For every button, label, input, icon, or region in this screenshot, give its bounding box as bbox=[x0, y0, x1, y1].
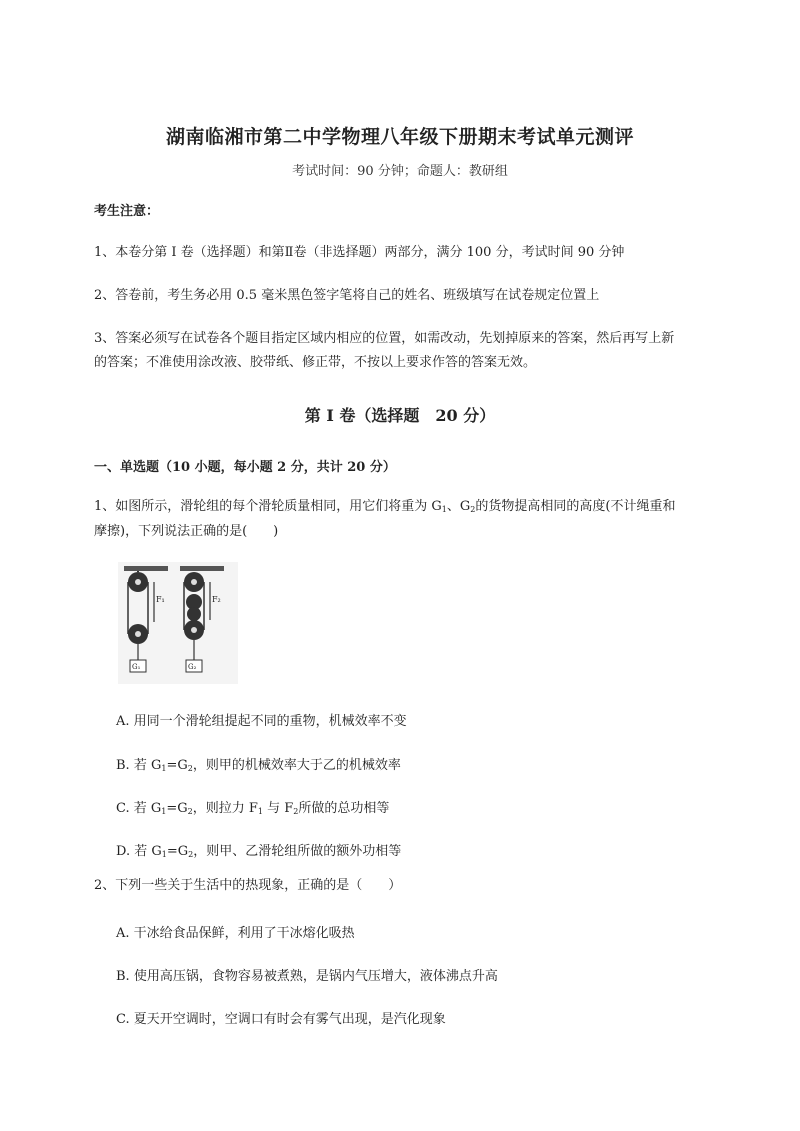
label-f2: F₂ bbox=[212, 595, 221, 604]
pulley-figure bbox=[118, 562, 238, 684]
pulley-diagram bbox=[118, 562, 238, 684]
notice-item-3: 3、答案必须写在试卷各个题目指定区域内相应的位置，如需改动，先划掉原来的答案，然后再写上新 bbox=[94, 331, 675, 346]
sub: 2 bbox=[293, 807, 299, 816]
question-1-stem bbox=[94, 495, 675, 522]
label-g1: G₁ bbox=[132, 663, 141, 671]
question-1-text-b: 的货物提高相同的高度(不计绳重和 bbox=[475, 499, 676, 514]
notice-item-3-cont: 的答案；不准使用涂改液、胶带纸、修正带，不按以上要求作答的答案无效。 bbox=[94, 355, 537, 370]
q1b-mid: =G bbox=[166, 758, 188, 773]
section-title: 第 I 卷（选择题 20 分） bbox=[304, 406, 496, 425]
q1-option-c[interactable] bbox=[116, 797, 389, 816]
part-heading: 一、单选题（10 小题，每小题 2 分，共计 20 分） bbox=[94, 460, 396, 475]
question-1-sep: 、G bbox=[446, 499, 471, 514]
q1c-post2: 与 F bbox=[262, 801, 294, 816]
q1-option-a[interactable]: A. 用同一个滑轮组提起不同的重物，机械效率不变 bbox=[116, 714, 407, 729]
q2-option-c[interactable]: C. 夏天开空调时，空调口有时会有雾气出现，是汽化现象 bbox=[116, 1012, 446, 1027]
notice-item-1: 1、本卷分第 I 卷（选择题）和第Ⅱ卷（非选择题）两部分，满分 100 分，考试时间 90 分钟 bbox=[94, 245, 625, 260]
notice-item-2: 2、答卷前，考生务必用 0.5 毫米黑色签字笔将自己的姓名、班级填写在试卷规定位置上 bbox=[94, 288, 600, 303]
label-f1: F₁ bbox=[156, 595, 165, 604]
q2-option-a[interactable]: A. 干冰给食品保鲜，利用了干冰熔化吸热 bbox=[116, 926, 355, 941]
q1d-mid: =G bbox=[166, 844, 189, 859]
label-g2: G₂ bbox=[188, 663, 197, 671]
q1c-mid: =G bbox=[166, 801, 188, 816]
q1-option-d[interactable] bbox=[116, 840, 401, 859]
sub: 2 bbox=[187, 764, 193, 773]
ceiling-1 bbox=[124, 566, 168, 571]
sub: 1 bbox=[257, 807, 263, 816]
sub: 2 bbox=[187, 807, 193, 816]
q1d-post: ，则甲、乙滑轮组所做的额外功相等 bbox=[193, 844, 402, 859]
sub: 2 bbox=[188, 850, 194, 859]
q1b-post: ，则甲的机械效率大于乙的机械效率 bbox=[192, 758, 401, 773]
q1c-post1: ，则拉力 F bbox=[192, 801, 258, 816]
exam-info: 考试时间：90 分钟；命题人：教研组 bbox=[292, 164, 508, 179]
q1d-pre: D. 若 G bbox=[116, 844, 162, 859]
q1c-pre: C. 若 G bbox=[116, 801, 162, 816]
q1b-pre: B. 若 G bbox=[116, 758, 162, 773]
sub: 1 bbox=[161, 764, 167, 773]
sub-1: 1 bbox=[441, 505, 447, 514]
sub: 1 bbox=[161, 807, 167, 816]
question-2-stem: 2、下列一些关于生活中的热现象，正确的是（ ） bbox=[94, 878, 402, 893]
question-1-text-a: 1、如图所示，滑轮组的每个滑轮质量相同，用它们将重为 G bbox=[94, 499, 442, 514]
sub: 1 bbox=[161, 850, 167, 859]
q1c-post3: 所做的总功相等 bbox=[298, 801, 390, 816]
ceiling-2 bbox=[180, 566, 224, 571]
q2-option-b[interactable]: B. 使用高压锅，食物容易被煮熟，是锅内气压增大，液体沸点升高 bbox=[116, 969, 498, 984]
sub-2: 2 bbox=[470, 505, 476, 514]
notice-heading: 考生注意： bbox=[94, 204, 160, 219]
q1-option-b[interactable] bbox=[116, 754, 401, 773]
question-1-stem-cont: 摩擦)，下列说法正确的是( ) bbox=[94, 524, 279, 539]
page-title: 湖南临湘市第二中学物理八年级下册期末考试单元测评 bbox=[165, 126, 634, 148]
